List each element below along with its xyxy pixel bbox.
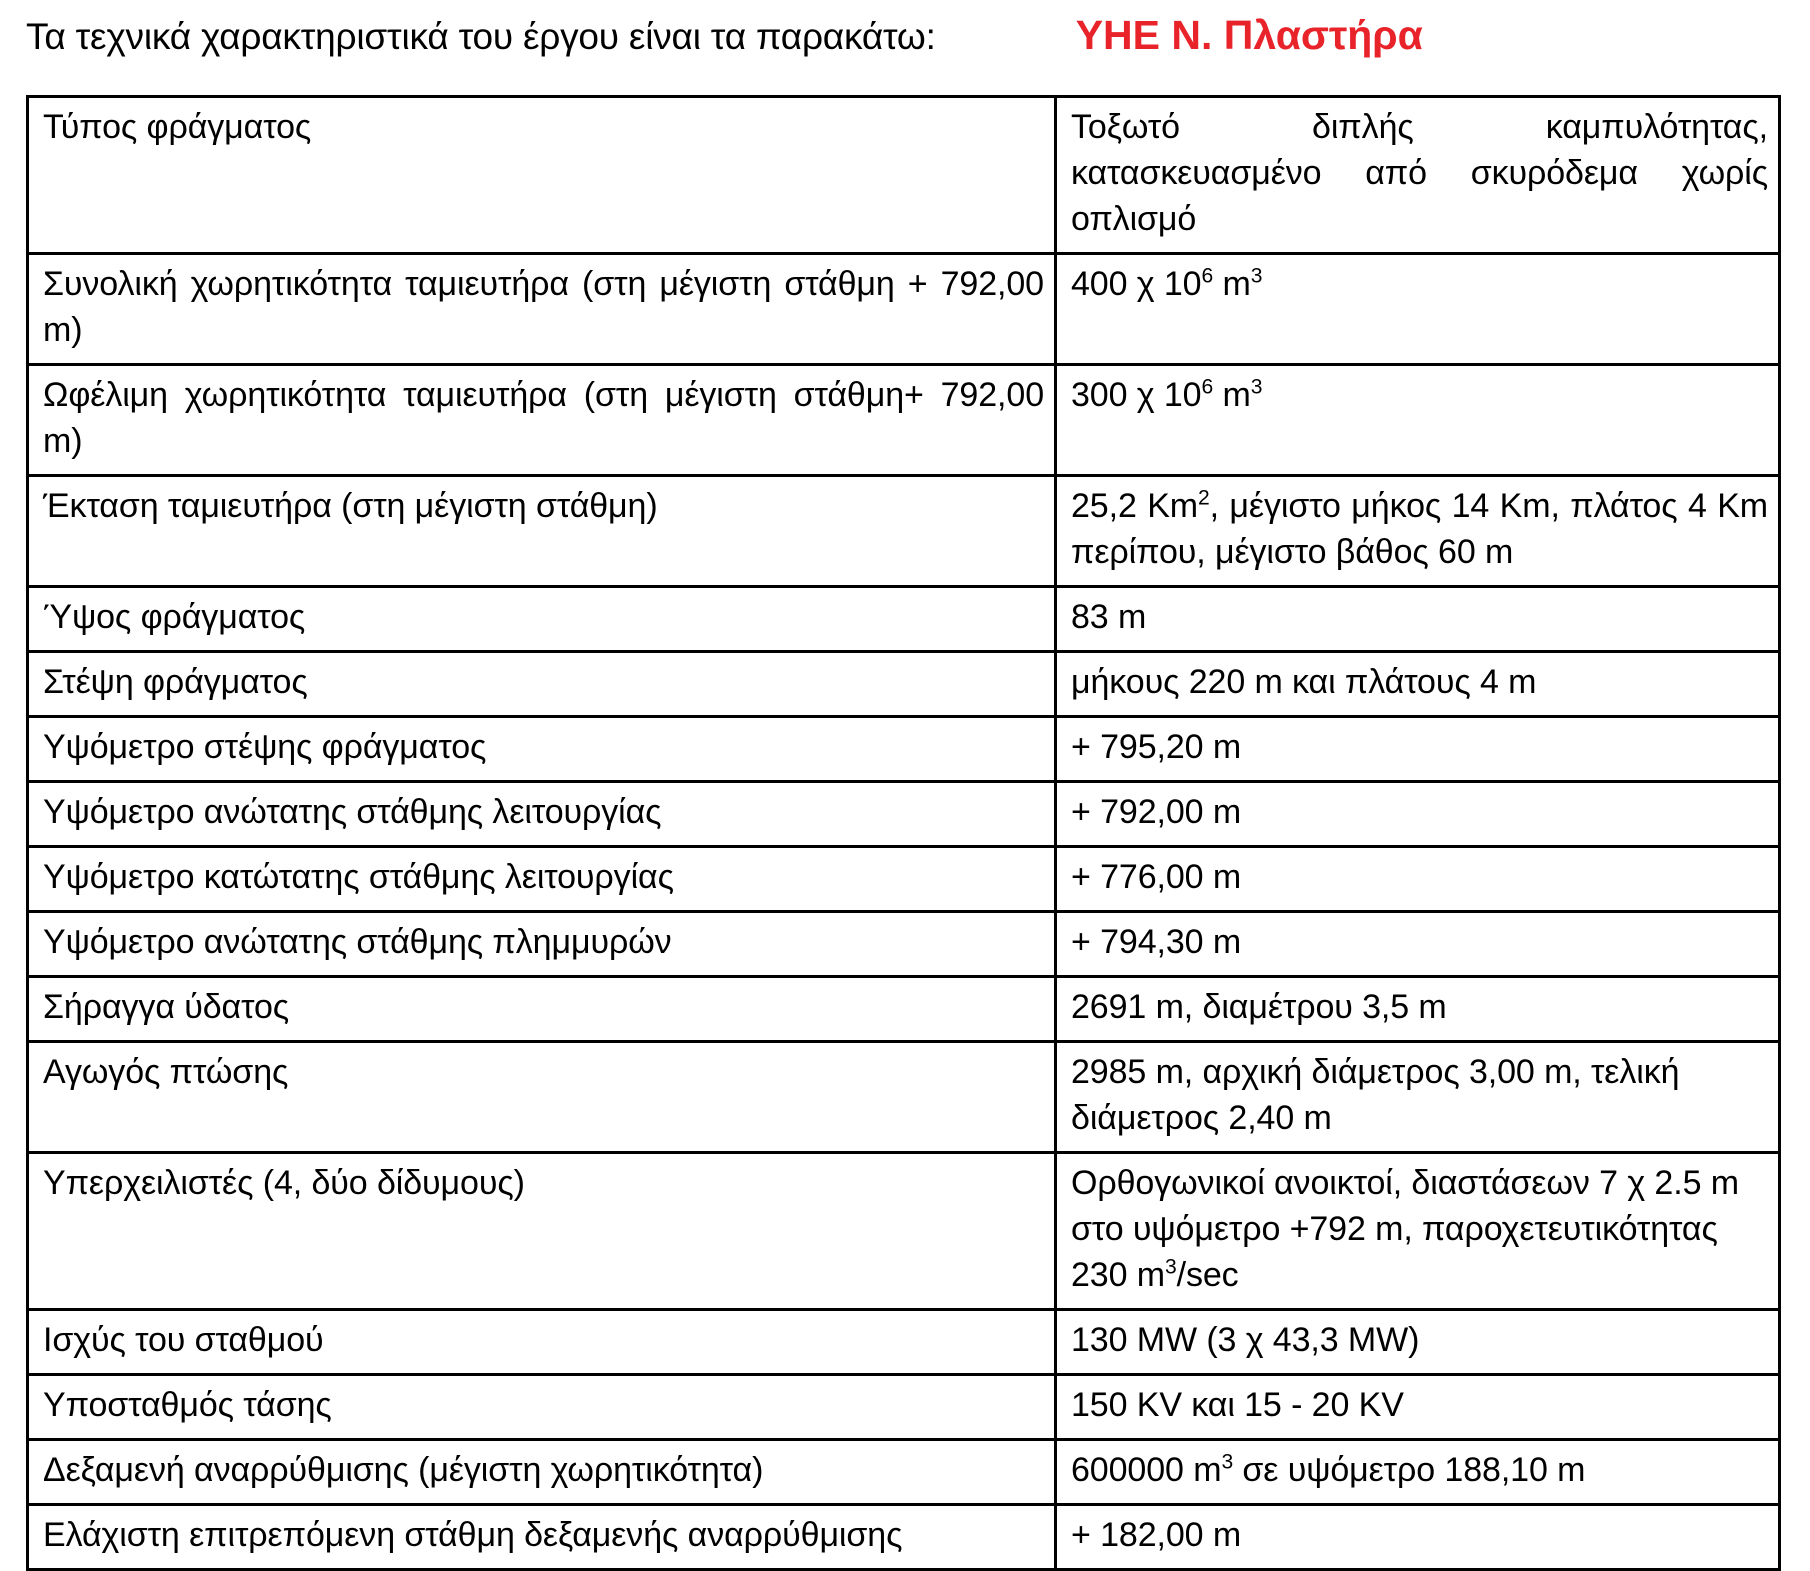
spec-value: 2691 m, διαμέτρου 3,5 m [1071,988,1447,1026]
spec-label-cell [28,977,1056,1042]
spec-value: 83 m [1071,598,1147,636]
spec-label: Υψόμετρο ανώτατης στάθμης πλημμυρών [43,923,672,961]
spec-value: 300 χ $10^6$ $m^3$ [1071,375,1263,414]
spec-value-cell [1056,1042,1780,1153]
spec-value-cell [1056,1310,1780,1375]
spec-value-cell [1056,476,1780,587]
spec-value: Τοξωτό διπλής καμπυλότητας, κατασκευασμένο από σκυρόδεμα χωρίς οπλισμό [1071,108,1768,238]
spec-label: Συνολική χωρητικότητα ταμιευτήρα (στη μέγιστη στάθμη + 792,00 m) [43,265,1044,349]
spec-value: + 792,00 m [1071,793,1242,831]
spec-label: Υψόμετρο κατώτατης στάθμης λειτουργίας [43,858,674,896]
spec-label-cell [28,1042,1056,1153]
spec-value-cell [1056,652,1780,717]
table-row [28,1042,1780,1153]
technical-specifications-table [26,95,1781,1571]
spec-label: Στέψη φράγματος [43,663,308,701]
spec-label-cell [28,652,1056,717]
spec-value-cell [1056,782,1780,847]
spec-label-cell [28,365,1056,476]
spec-value: μήκους 220 m και πλάτους 4 m [1071,663,1537,701]
spec-label-cell [28,912,1056,977]
table-row [28,97,1780,254]
spec-value-cell [1056,912,1780,977]
spec-value-cell [1056,847,1780,912]
spec-value: + 182,00 m [1071,1516,1242,1554]
document-header [26,10,1778,72]
spec-value-cell [1056,1505,1780,1570]
spec-value: + 795,20 m [1071,728,1242,766]
spec-value: Ορθογωνικοί ανοικτοί, διαστάσεων 7 χ 2.5 m στο υψόμετρο +792 m, παροχετευτικότητας 230 $m^3/\sec$ [1071,1164,1739,1294]
spec-label-cell [28,587,1056,652]
spec-value: 400 χ $10^6$ $m^3$ [1071,264,1263,303]
spec-label-cell [28,717,1056,782]
table-row [28,365,1780,476]
spec-value-cell [1056,254,1780,365]
spec-label: Σήραγγα ύδατος [43,988,290,1026]
spec-label: Τύπος φράγματος [43,108,312,146]
spec-value: 130 MW (3 χ 43,3 MW) [1071,1321,1420,1359]
spec-label-cell [28,1440,1056,1505]
spec-label-cell [28,847,1056,912]
table-row [28,1375,1780,1440]
spec-value-cell [1056,1440,1780,1505]
table-row [28,847,1780,912]
spec-label: Υποσταθμός τάσης [43,1386,332,1424]
spec-value: 25,2 Km$^2$, μέγιστο μήκος 14 Km, πλάτος 4 Km περίπου, μέγιστο βάθος 60 m [1071,486,1768,571]
spec-label-cell [28,1505,1056,1570]
table-row [28,782,1780,847]
spec-value: + 776,00 m [1071,858,1242,896]
table-row [28,912,1780,977]
spec-label: Υψόμετρο στέψης φράγματος [43,728,487,766]
spec-label-cell [28,1153,1056,1310]
spec-value-cell [1056,365,1780,476]
spec-label: Υπερχειλιστές (4, δύο δίδυμους) [43,1164,525,1202]
spec-label-cell [28,1375,1056,1440]
spec-value-cell [1056,717,1780,782]
page-title: ΥΗΕ Ν. Πλαστήρα [1075,12,1423,58]
spec-value-cell [1056,587,1780,652]
table-row [28,652,1780,717]
spec-value: + 794,30 m [1071,923,1242,961]
spec-label-cell [28,1310,1056,1375]
table-row [28,1153,1780,1310]
spec-label: Έκταση ταμιευτήρα (στη μέγιστη στάθμη) [43,487,658,525]
spec-label: Ισχύς του σταθμού [43,1321,324,1359]
spec-value-cell [1056,977,1780,1042]
spec-label-cell [28,476,1056,587]
spec-value-cell [1056,1153,1780,1310]
spec-label: Ελάχιστη επιτρεπόμενη στάθμη δεξαμενής αναρρύθμισης [43,1516,903,1554]
spec-label-cell [28,97,1056,254]
table-row [28,476,1780,587]
table-row [28,587,1780,652]
table-row [28,1440,1780,1505]
spec-label: Αγωγός πτώσης [43,1053,289,1091]
spec-label-cell [28,254,1056,365]
spec-label: Υψόμετρο ανώτατης στάθμης λειτουργίας [43,793,662,831]
spec-label-cell [28,782,1056,847]
spec-value: 2985 m, αρχική διάμετρος 3,00 m, τελική διάμετρος 2,40 m [1071,1053,1680,1137]
table-body [28,97,1780,1570]
table-row [28,717,1780,782]
spec-value: 150 KV και 15 - 20 KV [1071,1386,1404,1424]
table-row [28,1310,1780,1375]
spec-value-cell [1056,97,1780,254]
table-row [28,977,1780,1042]
spec-value: 600000 $m^3$ σε υψόμετρο 188,10 m [1071,1450,1586,1489]
table-row [28,1505,1780,1570]
spec-label: Ωφέλιμη χωρητικότητα ταμιευτήρα (στη μέγιστη στάθμη+ 792,00 m) [43,376,1044,460]
header-lead-text: Τα τεχνικά χαρακτηριστικά του έργου είναι τα παρακάτω: [26,16,936,57]
spec-value-cell [1056,1375,1780,1440]
spec-label: Δεξαμενή αναρρύθμισης (μέγιστη χωρητικότητα) [43,1451,764,1489]
table-row [28,254,1780,365]
spec-label: Ύψος φράγματος [43,598,306,636]
